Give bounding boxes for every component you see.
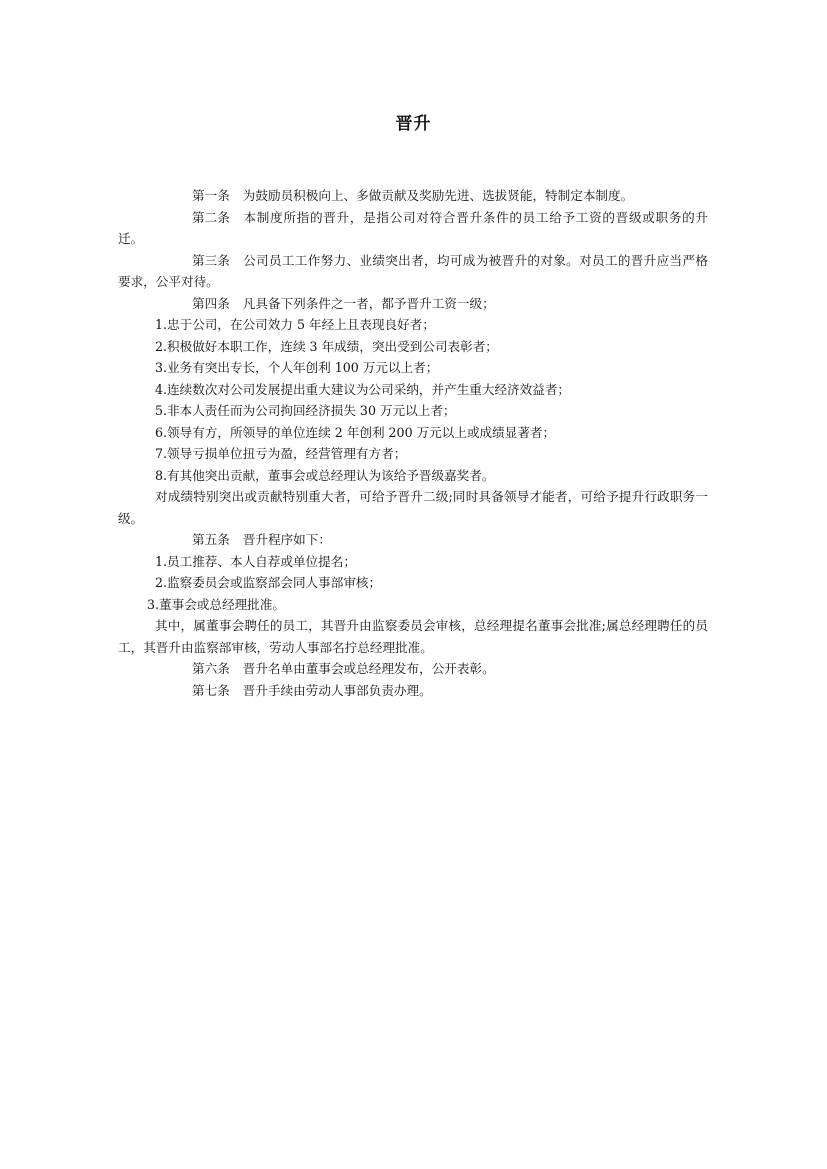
article-label: 第四条	[192, 295, 230, 311]
article-6	[118, 658, 708, 680]
list-item: 1.员工推荐、本人自荐或单位提名；	[155, 553, 356, 569]
document-title: 晋升	[395, 114, 432, 134]
list-item: 2.积极做好本职工作，连续 3 年成绩，突出受到公司表彰者；	[155, 338, 498, 354]
article-text: 本制度所指的晋升，是指公司对符合晋升条件的员工给予工资的晋级或职务的升迁。	[118, 209, 708, 246]
article-text: 晋升程序如下：	[242, 532, 331, 547]
list-item: 5.非本人责任而为公司拘回经济损失 30 万元以上者；	[155, 403, 456, 418]
list-item: 4.连续数次对公司发展提出重大建议为公司采纳，并产生重大经济效益者；	[155, 381, 571, 397]
article-label: 第七条	[192, 682, 230, 698]
article-label: 第一条	[192, 188, 230, 203]
article-3	[118, 250, 708, 293]
article-5	[118, 529, 708, 551]
list-item: 3.业务有突出专长，个人年创利 100 万元以上者；	[155, 360, 439, 375]
paragraph: 对成绩特别突出或贡献特别重大者，可给予晋升二级;同时具备领导才能者，可给予提升行政职务一级。	[118, 489, 708, 526]
article-text: 公司员工工作努力、业绩突出者，均可成为被晋升的对象。对员工的晋升应当严格要求，公平对待。	[118, 252, 708, 289]
article-text: 凡具备下列条件之一者，都予晋升工资一级；	[242, 295, 495, 311]
list-item: 7.领导亏损单位扭亏为盈，经营管理有方者；	[155, 446, 407, 461]
article-7	[118, 680, 708, 702]
article-1	[118, 185, 708, 207]
list-item: 1.忠于公司，在公司效力 5 年经上且表现良好者；	[155, 317, 435, 332]
article-label: 第二条	[192, 209, 230, 225]
article-4	[118, 293, 708, 315]
list-item: 6.领导有方，所领导的单位连续 2 年创利 200 万元以上或成绩显著者；	[155, 424, 556, 440]
list-item: 8.有其他突出贡献，董事会或总经理认为该给予晋级嘉奖者。	[155, 467, 495, 483]
paragraph: 其中，属董事会聘任的员工，其晋升由监察委员会审核，总经理提名董事会批准;属总经理聘任的员工，其晋升由监察部审核，劳动人事部名拧总经理批准。	[118, 618, 708, 655]
article-label: 第五条	[192, 532, 230, 547]
document-body	[118, 185, 708, 701]
list-item: 2.监察委员会或监察部会同人事部审核；	[155, 575, 382, 590]
article-2	[118, 207, 708, 250]
article-label: 第三条	[192, 252, 230, 268]
list-item: 3.董事会或总经理批准。	[147, 596, 285, 612]
article-text: 晋升名单由董事会或总经理发布，公开表彰。	[242, 661, 495, 676]
article-text: 为鼓励员积极向上、多做贡献及奖励先进、选拔贤能，特制定本制度。	[242, 188, 634, 203]
article-text: 晋升手续由劳动人事部负责办理。	[242, 682, 432, 698]
article-label: 第六条	[192, 661, 230, 676]
